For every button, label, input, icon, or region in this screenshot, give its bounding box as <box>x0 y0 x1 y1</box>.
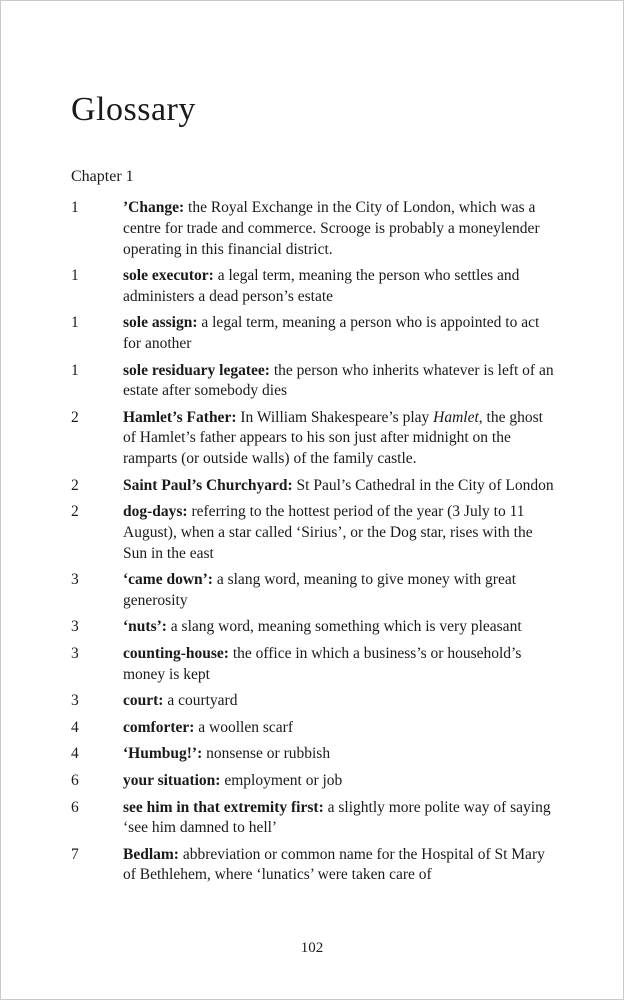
entry-page-ref: 1 <box>71 267 79 285</box>
entry-term: court: <box>123 692 164 710</box>
entry-text <box>123 718 555 739</box>
entry-term: Bedlam: <box>123 845 179 863</box>
glossary-entry <box>71 771 555 792</box>
glossary-entry <box>71 845 555 886</box>
entry-term: ’Change: <box>123 199 185 217</box>
glossary-entry <box>71 502 555 564</box>
entry-page-ref: 7 <box>71 845 79 863</box>
entry-term: ‘nuts’: <box>123 618 167 636</box>
entry-definition-segment: In William Shakespeare’s play <box>240 408 434 426</box>
entry-term: sole residuary legatee: <box>123 361 270 379</box>
entry-page-ref: 4 <box>71 745 79 763</box>
entry-term: comforter: <box>123 718 195 736</box>
entry-definition-segment: , the ghost of Hamlet’s father appears to his son just after midnight on the ramparts (or outside walls) of the family castle. <box>123 408 543 468</box>
glossary-entry <box>71 644 555 685</box>
entry-text <box>123 744 555 765</box>
entry-page-ref: 2 <box>71 503 79 521</box>
entry-text <box>123 617 555 638</box>
entry-term: your situation: <box>123 772 221 790</box>
entry-text <box>123 502 555 564</box>
entry-text <box>123 771 555 792</box>
entry-text <box>123 313 555 354</box>
entry-page-ref: 3 <box>71 571 79 589</box>
page-number: 102 <box>300 940 324 956</box>
entry-definition: abbreviation or common name for the Hospital of St Mary of Bethlehem, where ‘lunatics’ were taken care of <box>123 845 545 884</box>
entry-page-ref: 3 <box>71 692 79 710</box>
entry-term: sole executor: <box>123 267 214 285</box>
glossary-entries <box>71 198 555 886</box>
entry-text <box>123 266 555 307</box>
glossary-entry <box>71 408 555 470</box>
entry-text <box>123 691 555 712</box>
entry-definition: a slang word, meaning something which is very pleasant <box>170 618 522 636</box>
entry-page-ref: 1 <box>71 199 79 217</box>
entry-definition: referring to the hottest period of the year (3 July to 11 August), when a star called ‘Sirius’, or the Dog star, rises with the Sun in the east <box>123 503 533 562</box>
glossary-entry <box>71 798 555 839</box>
entry-text <box>123 198 555 260</box>
entry-definition: the office in which a business’s or household’s money is kept <box>123 644 522 683</box>
entry-term: ‘Humbug!’: <box>123 745 203 763</box>
entry-definition: employment or job <box>224 772 343 790</box>
entry-definition: nonsense or rubbish <box>206 745 331 763</box>
entry-text <box>123 408 555 470</box>
entry-definition: a woollen scarf <box>198 718 293 736</box>
entry-text <box>123 476 555 497</box>
entry-term: Hamlet’s Father: <box>123 408 237 426</box>
glossary-entry <box>71 570 555 611</box>
glossary-entry <box>71 744 555 765</box>
entry-definition: St Paul’s Cathedral in the City of London <box>296 476 554 494</box>
entry-text <box>123 361 555 402</box>
entry-text <box>123 845 555 886</box>
entry-page-ref: 6 <box>71 772 79 790</box>
glossary-entry <box>71 313 555 354</box>
page-title: Glossary <box>71 91 196 128</box>
glossary-entry <box>71 198 555 260</box>
entry-page-ref: 2 <box>71 408 79 426</box>
glossary-entry <box>71 718 555 739</box>
entry-definition: the person who inherits whatever is left of an estate after somebody dies <box>123 361 554 400</box>
entry-page-ref: 1 <box>71 314 79 332</box>
chapter-heading: Chapter 1 <box>71 168 134 186</box>
entry-term: dog-days: <box>123 503 188 521</box>
entry-term: Saint Paul’s Churchyard: <box>123 476 293 494</box>
entry-definition: a legal term, meaning a person who is appointed to act for another <box>123 314 540 353</box>
entry-term: see him in that extremity first: <box>123 798 324 816</box>
entry-term: sole assign: <box>123 314 198 332</box>
glossary-entry <box>71 476 555 497</box>
entry-definition-segment: Hamlet <box>433 408 479 426</box>
entry-text <box>123 798 555 839</box>
glossary-entry <box>71 361 555 402</box>
entry-page-ref: 4 <box>71 718 79 736</box>
entry-term: ‘came down’: <box>123 571 213 589</box>
entry-page-ref: 6 <box>71 798 79 816</box>
glossary-entry <box>71 691 555 712</box>
entry-definition: a legal term, meaning the person who settles and administers a dead person’s estate <box>123 267 520 305</box>
entry-page-ref: 2 <box>71 476 79 494</box>
entry-text <box>123 644 555 685</box>
glossary-entry <box>71 617 555 638</box>
entry-page-ref: 3 <box>71 644 79 662</box>
entry-page-ref: 3 <box>71 618 79 636</box>
entry-definition: a slightly more polite way of saying ‘see him damned to hell’ <box>123 798 551 837</box>
entry-definition: the Royal Exchange in the City of London, which was a centre for trade and commerce. Scrooge is probably a moneylender operating in this financial district. <box>123 199 540 258</box>
entry-page-ref: 1 <box>71 361 79 379</box>
entry-definition: a slang word, meaning to give money with great generosity <box>123 571 517 609</box>
entry-definition: a courtyard <box>167 692 238 710</box>
entry-term: counting-house: <box>123 644 229 662</box>
glossary-entry <box>71 266 555 307</box>
entry-text <box>123 570 555 611</box>
